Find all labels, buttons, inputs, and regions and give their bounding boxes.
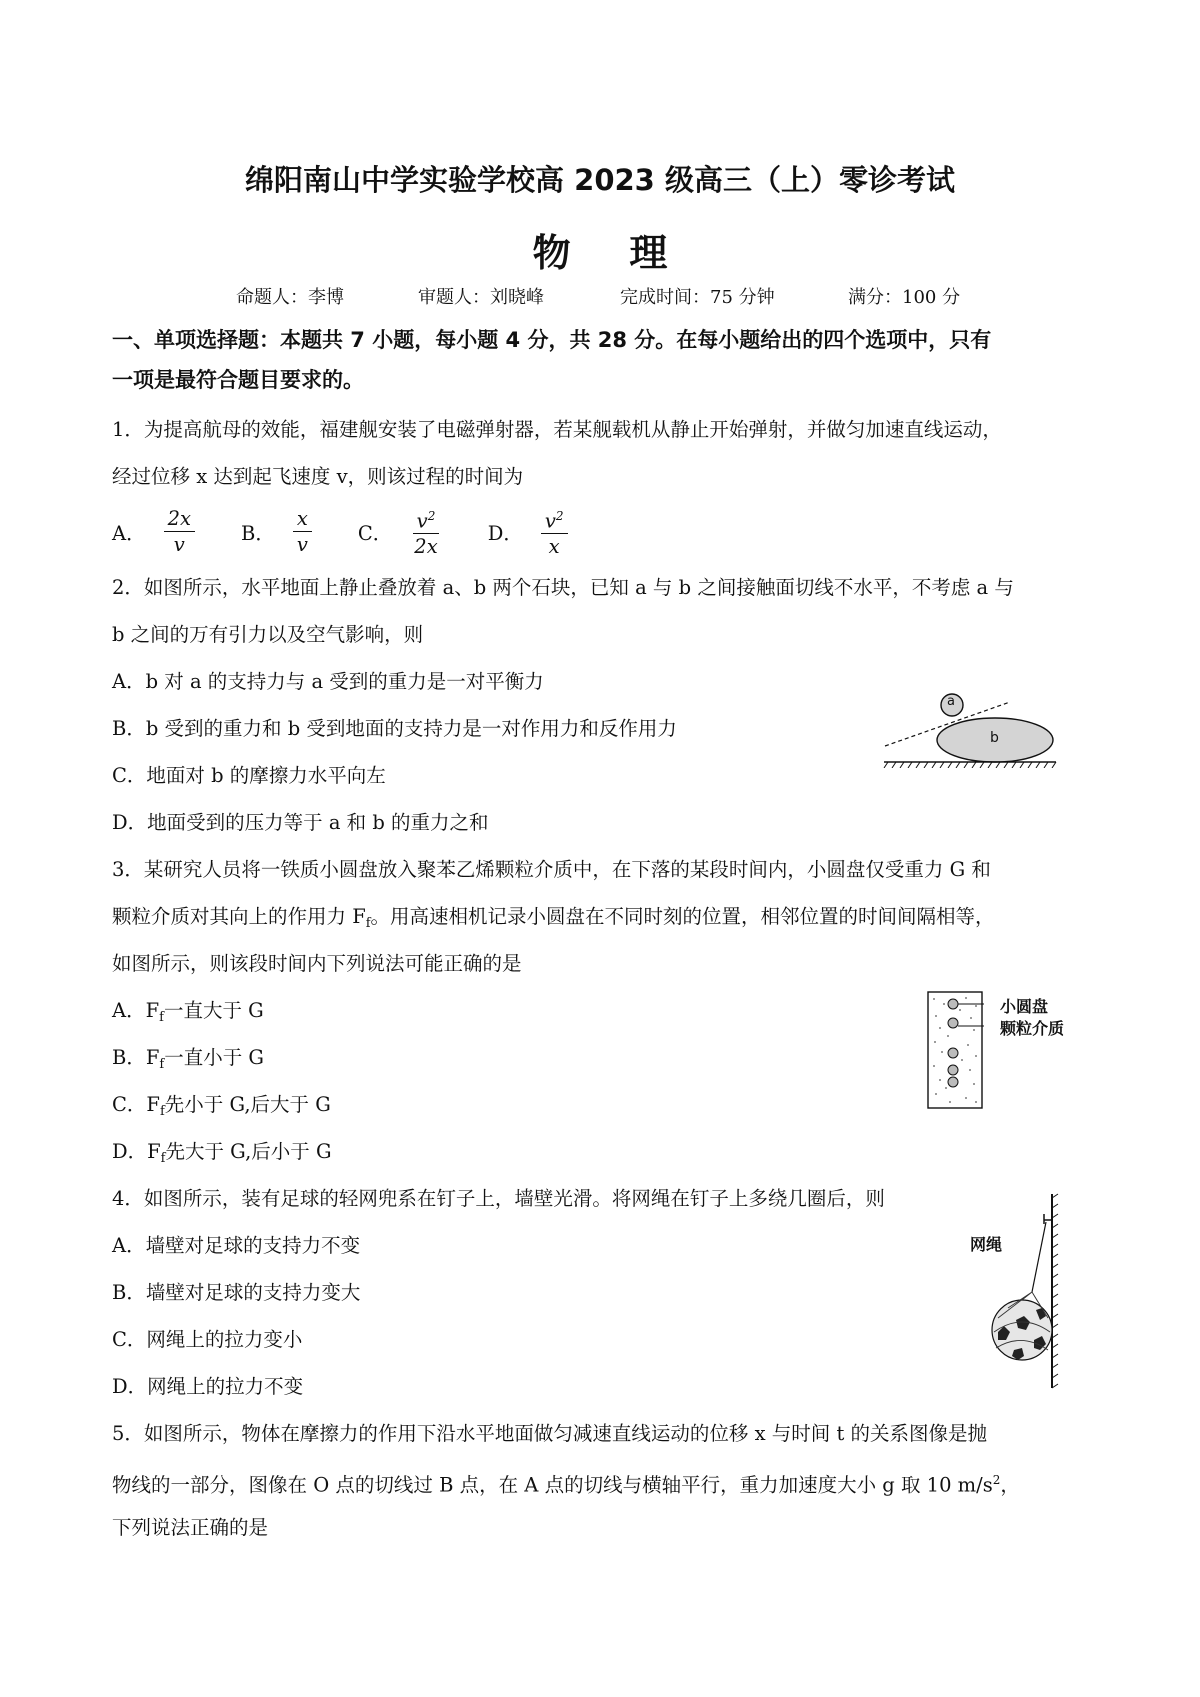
q2-option-c[interactable]: C．地面对 b 的摩擦力水平向左 [112, 764, 386, 787]
q1-denominator: x [548, 535, 560, 559]
q1-option-label: D． [487, 522, 523, 545]
q2-option-d[interactable]: D．地面受到的压力等于 a 和 b 的重力之和 [112, 811, 489, 834]
q3-subscript: f [159, 1057, 165, 1072]
q3-option-text: 先大于 G,后小于 G [165, 1140, 332, 1163]
q1-denominator: v [296, 532, 308, 556]
q1-options [112, 500, 1102, 564]
label-disk: 小圆盘 [1000, 997, 1049, 1016]
reviewer-text: 审题人：刘晓峰 [418, 287, 544, 308]
q1-option-label: A． [112, 522, 146, 545]
stones-diagram [880, 688, 1060, 768]
q4-option-a[interactable]: A．墙壁对足球的支持力不变 [112, 1234, 361, 1257]
q1-exponent: 2 [427, 508, 436, 523]
q1-fraction [164, 507, 195, 558]
score-text: 满分：100 分 [848, 287, 961, 308]
q4-option-c[interactable]: C．网绳上的拉力变小 [112, 1328, 303, 1351]
q2-figure [880, 688, 1060, 768]
question-5 [112, 1410, 1102, 1551]
q1-numerator: 2x [167, 506, 191, 530]
q1-fraction [293, 507, 312, 558]
section-heading [112, 320, 1102, 400]
q3-option-text: B．F [112, 1046, 160, 1069]
q3-option-text: C．F [112, 1093, 160, 1116]
q3-stem-line3: 如图所示，则该段时间内下列说法可能正确的是 [112, 952, 522, 975]
q3-subscript: f [159, 1104, 165, 1119]
q3-option-text: 一直大于 G [163, 999, 264, 1022]
time-text: 完成时间：75 分钟 [620, 287, 775, 308]
football-diagram [980, 1192, 1090, 1392]
q3-option-text: 一直小于 G [164, 1046, 264, 1069]
q4-figure [970, 1192, 1090, 1392]
rope [1032, 1222, 1046, 1292]
q5-stem-line3: 下列说法正确的是 [112, 1516, 269, 1539]
q3-subscript: f [365, 916, 371, 931]
q4-stem-line1: 4．如图所示，装有足球的轻网兜系在钉子上，墙壁光滑。将网绳在钉子上多绕几圈后，则 [112, 1187, 885, 1210]
q3-option-text: D．F [112, 1140, 161, 1163]
section-heading-line2: 一项是最符合题目要求的。 [112, 368, 364, 392]
label-b: b [990, 730, 999, 746]
author-text: 命题人：李博 [236, 287, 344, 308]
q1-numerator: x [296, 506, 308, 530]
question-1 [112, 406, 1102, 564]
question-4 [112, 1175, 1102, 1410]
q5-stem-text: ， [1000, 1473, 1020, 1497]
q5-stem-line2 [112, 1457, 1102, 1504]
q4-option-d[interactable]: D．网绳上的拉力不变 [112, 1375, 304, 1398]
q3-subscript: f [160, 1151, 166, 1166]
q1-fraction [541, 504, 568, 561]
q2-option-b[interactable]: B．b 受到的重力和 b 受到地面的支持力是一对作用力和反作用力 [112, 717, 677, 740]
q2-stem-line1: 2．如图所示，水平地面上静止叠放着 a、b 两个石块，已知 a 与 b 之间接触面切线不水平，不考虑 a 与 [112, 576, 1014, 599]
q1-option-a[interactable] [112, 507, 195, 558]
q1-stem-line2: 经过位移 x 达到起飞速度 v，则该过程的时间为 [112, 465, 524, 488]
q3-stem-line1: 3．某研究人员将一铁质小圆盘放入聚苯乙烯颗粒介质中，在下落的某段时间内，小圆盘仅受重力 G 和 [112, 858, 991, 881]
label-rope: 网绳 [970, 1235, 1003, 1254]
q3-option-text: A．F [112, 999, 160, 1022]
q1-exponent: 2 [555, 508, 564, 523]
q3-subscript: f [159, 1010, 164, 1025]
section-heading-line1: 一、单项选择题：本题共 7 小题，每小题 4 分，共 28 分。在每小题给出的四个选项中，只有 [112, 328, 992, 352]
subject-title: 物 理 [532, 231, 691, 275]
q2-option-a[interactable]: A．b 对 a 的支持力与 a 受到的重力是一对平衡力 [112, 670, 544, 693]
q1-numerator: v [416, 509, 428, 533]
exam-title: 绵阳南山中学实验学校高 2023 级高三（上）零诊考试 [245, 163, 955, 197]
q3-option-text: 先小于 G,后大于 G [164, 1093, 331, 1116]
q1-option-label: C． [357, 522, 393, 545]
q1-fraction [410, 504, 441, 561]
ground-hatch [884, 762, 1056, 768]
label-a: a [947, 694, 955, 709]
q3-figure [926, 990, 1065, 1110]
q3-stem-text: 。用高速相机记录小圆盘在不同时刻的位置，相邻位置的时间间隔相等， [370, 905, 995, 928]
q3-stem-line2 [112, 893, 1102, 940]
q2-stem-line2: b 之间的万有引力以及空气影响，则 [112, 623, 424, 646]
q1-stem-line1: 1．为提高航母的效能，福建舰安装了电磁弹射器，若某舰载机从静止开始弹射，并做匀加速直线运动， [112, 418, 1002, 441]
q3-stem-text: 颗粒介质对其向上的作用力 F [112, 905, 366, 928]
q5-stem-text: 物线的一部分，图像在 O 点的切线过 B 点，在 A 点的切线与横轴平行，重力加速度大小 g 取 10 m/s [112, 1473, 993, 1497]
q1-option-c[interactable] [358, 504, 442, 561]
q1-denominator: v [173, 532, 185, 556]
granular-column [926, 990, 986, 1110]
q5-stem-line1: 5．如图所示，物体在摩擦力的作用下沿水平地面做匀减速直线运动的位移 x 与时间 t 的关系图像是抛 [112, 1422, 988, 1445]
exam-body [112, 320, 1102, 1551]
q1-denominator: 2x [414, 535, 438, 559]
q3-option-d[interactable] [112, 1128, 1102, 1175]
q1-option-b[interactable] [241, 507, 312, 558]
q1-numerator: v [544, 509, 556, 533]
label-medium: 颗粒介质 [1000, 1019, 1065, 1038]
q4-option-b[interactable]: B．墙壁对足球的支持力变大 [112, 1281, 361, 1304]
q1-option-d[interactable] [488, 504, 568, 561]
q5-exponent: 2 [992, 1473, 1001, 1487]
q1-option-label: B． [241, 522, 275, 545]
